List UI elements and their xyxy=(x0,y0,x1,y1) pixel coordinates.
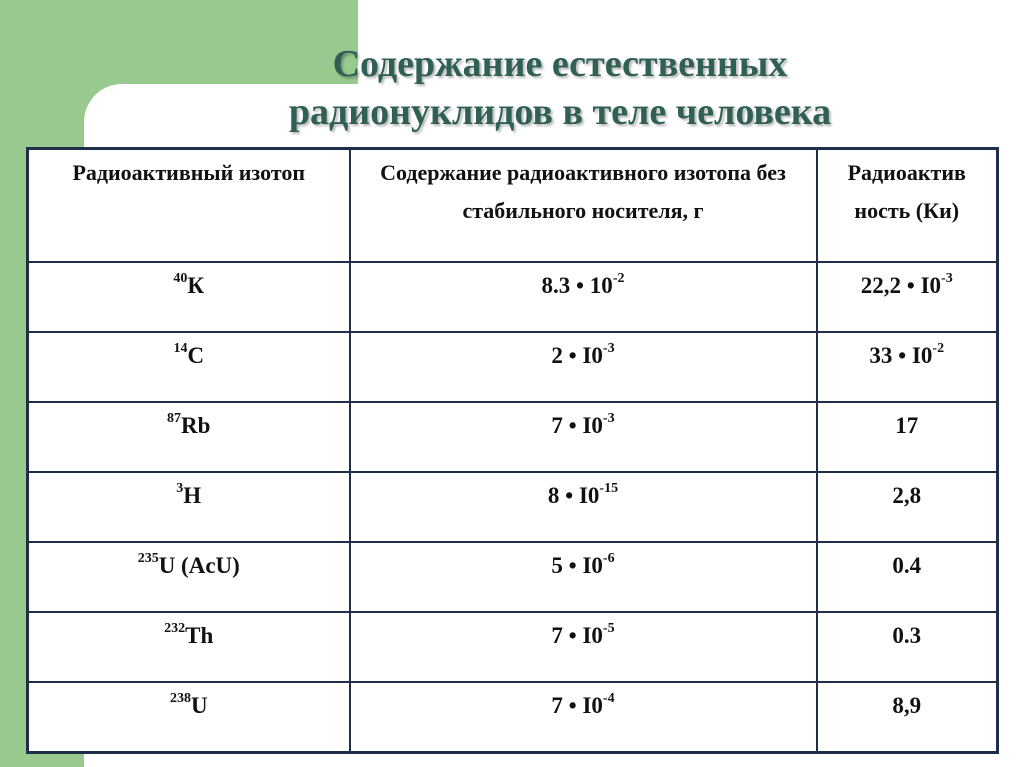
content-value: 8.3 • 10 xyxy=(541,272,613,298)
content-cell xyxy=(350,472,817,542)
activity-value: 8,9 xyxy=(892,692,922,718)
content-value: 8 • I0 xyxy=(547,482,600,508)
activity-value: 0.4 xyxy=(892,552,922,578)
isotope-cell xyxy=(28,402,350,472)
isotope-table xyxy=(26,147,999,754)
content-value: 7 • I0 xyxy=(551,412,603,438)
isotope-symbol: С xyxy=(187,342,205,368)
isotope-cell xyxy=(28,262,350,332)
activity-cell xyxy=(817,682,998,753)
content-exponent: -2 xyxy=(612,270,625,286)
content-value: 7 • I0 xyxy=(551,622,603,648)
header-activity: Радиоактив ность (Ки) xyxy=(817,149,998,262)
content-cell xyxy=(350,402,817,472)
isotope-cell xyxy=(28,682,350,753)
table-row xyxy=(28,332,998,402)
activity-value: 33 • I0 xyxy=(869,342,933,368)
mass-number: 40 xyxy=(173,270,188,286)
header-content: Содержание радиоактивного изотопа без стабильного носителя, г xyxy=(350,149,817,262)
content-exponent: -3 xyxy=(602,410,615,426)
isotope-symbol: К xyxy=(187,272,205,298)
table-row xyxy=(28,612,998,682)
isotope-cell xyxy=(28,612,350,682)
isotope-cell xyxy=(28,542,350,612)
mass-number: 238 xyxy=(169,690,191,706)
isotope-symbol: Rb xyxy=(181,412,211,438)
isotope-cell xyxy=(28,332,350,402)
mass-number: 235 xyxy=(137,550,159,566)
table-row xyxy=(28,542,998,612)
activity-cell xyxy=(817,542,998,612)
content-cell xyxy=(350,542,817,612)
table-header-row xyxy=(28,149,998,262)
isotope-cell xyxy=(28,472,350,542)
content-value: 2 • I0 xyxy=(551,342,603,368)
table-row xyxy=(28,472,998,542)
mass-number: 232 xyxy=(164,620,186,636)
content-exponent: -15 xyxy=(599,480,619,496)
header-isotope: Радиоактивный изотоп xyxy=(28,149,350,262)
table-row xyxy=(28,682,998,753)
content-cell xyxy=(350,612,817,682)
activity-cell xyxy=(817,612,998,682)
isotope-symbol: Th xyxy=(185,622,214,648)
activity-value: 2,8 xyxy=(892,482,922,508)
slide-title xyxy=(130,40,990,136)
content-cell xyxy=(350,682,817,753)
content-cell xyxy=(350,332,817,402)
content-exponent: -4 xyxy=(602,690,615,706)
activity-value: 22,2 • I0 xyxy=(860,272,942,298)
content-cell xyxy=(350,262,817,332)
mass-number: 87 xyxy=(167,410,182,426)
activity-exponent: -3 xyxy=(941,270,953,286)
mass-number: 14 xyxy=(173,340,188,356)
content-exponent: -3 xyxy=(602,340,615,356)
activity-value: 0.3 xyxy=(892,622,922,648)
content-exponent: -5 xyxy=(602,620,615,636)
content-exponent: -6 xyxy=(602,550,615,566)
isotope-symbol: Н xyxy=(183,482,202,508)
slide-title-line-1: Содержание естественных xyxy=(332,43,788,85)
content-value: 5 • I0 xyxy=(551,552,603,578)
activity-cell xyxy=(817,472,998,542)
content-value: 7 • I0 xyxy=(551,692,603,718)
table-row xyxy=(28,402,998,472)
activity-cell xyxy=(817,332,998,402)
activity-value: 17 xyxy=(895,412,919,438)
mass-number: 3 xyxy=(176,480,184,496)
isotope-symbol: U xyxy=(190,692,208,718)
table-row xyxy=(28,262,998,332)
isotope-symbol: U (AcU) xyxy=(158,552,240,578)
activity-exponent: -2 xyxy=(932,340,945,356)
activity-cell xyxy=(817,402,998,472)
activity-cell xyxy=(817,262,998,332)
slide-title-line-2: радионуклидов в теле человека xyxy=(288,91,832,133)
